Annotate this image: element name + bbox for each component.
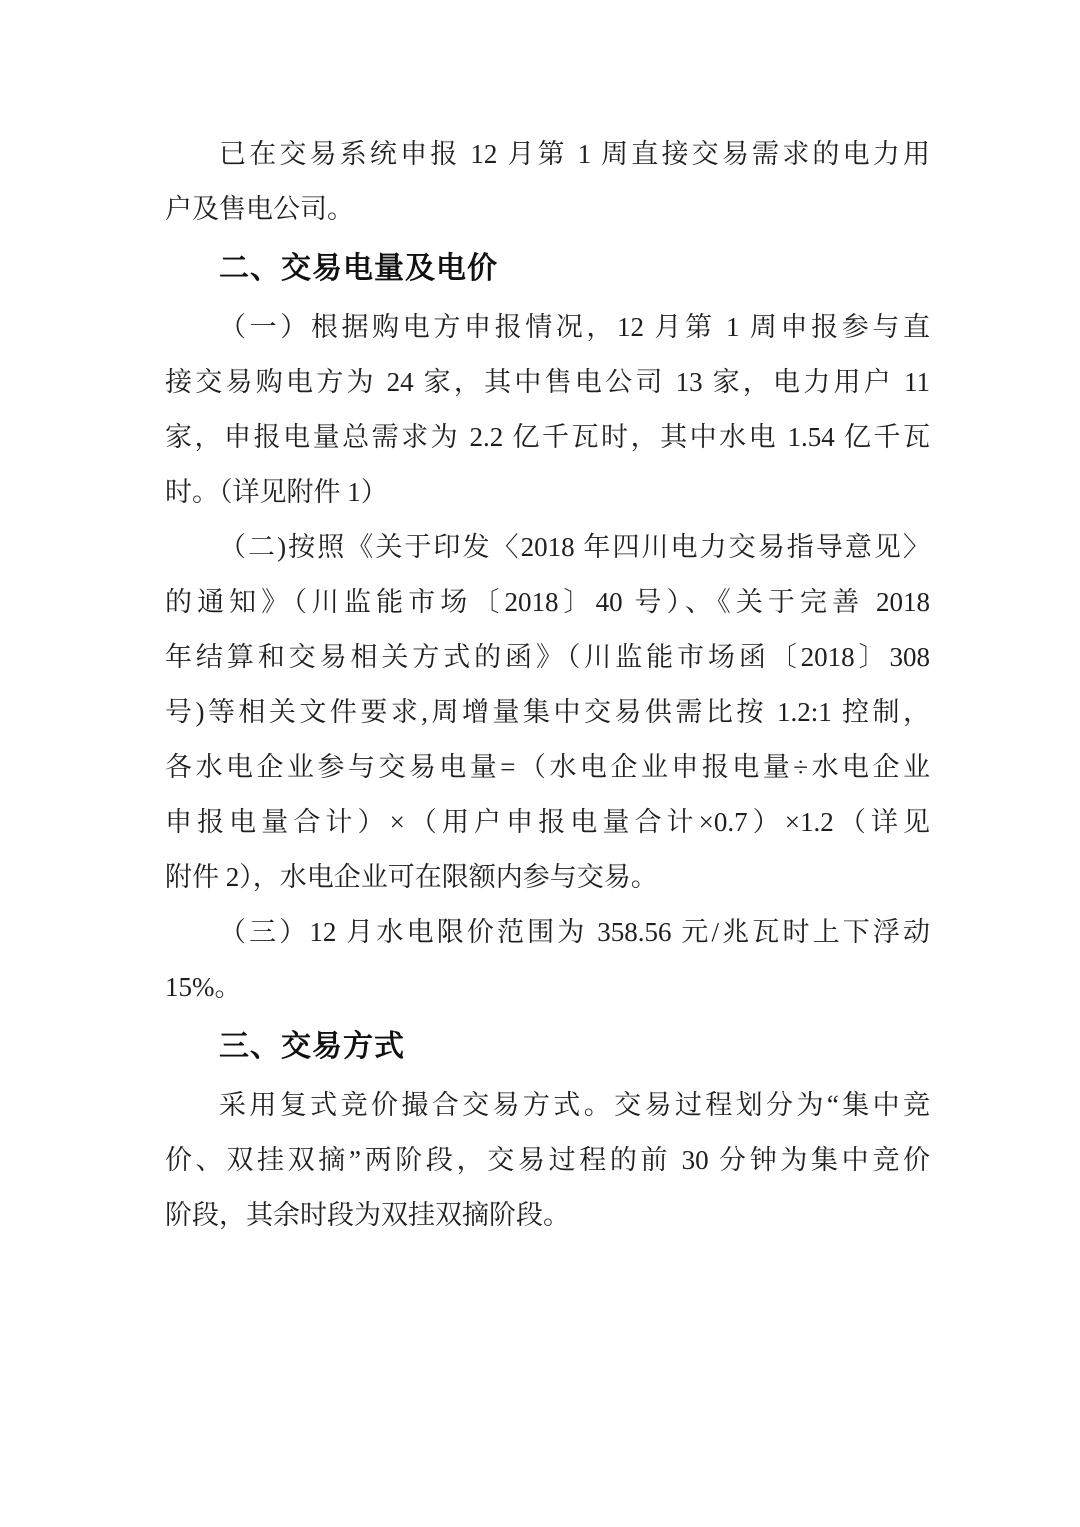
body-line: 价、双挂双摘”两阶段，交易过程的前 30 分钟为集中竞价 (165, 1145, 930, 1175)
body-line: 15%。 (165, 972, 242, 1002)
body-line: 已在交易系统申报 12 月第 1 周直接交易需求的电力用 (219, 139, 930, 169)
body-line: 年结算和交易相关方式的函》（川监能市场函〔2018〕308 (165, 642, 930, 672)
body-line: 户及售电公司。 (165, 194, 354, 224)
body-line: 各水电企业参与交易电量=（水电企业申报电量÷水电企业 (165, 752, 930, 782)
body-line: 家，申报电量总需求为 2.2 亿千瓦时，其中水电 1.54 亿千瓦 (165, 422, 930, 452)
section-heading-trade-volume-and-price: 二、交易电量及电价 (219, 252, 498, 285)
body-line: 接交易购电方为 24 家，其中售电公司 13 家，电力用户 11 (165, 367, 930, 397)
body-line: 附件 2），水电企业可在限额内参与交易。 (165, 862, 658, 892)
section-heading-trade-method: 三、交易方式 (219, 1030, 405, 1063)
body-line: 申报电量合计）×（用户申报电量合计×0.7）×1.2（详见 (165, 807, 930, 837)
body-line: （二)按照《关于印发〈2018 年四川电力交易指导意见〉 (219, 532, 930, 562)
body-line: 时。（详见附件 1） (165, 477, 388, 507)
body-line: 阶段，其余时段为双挂双摘阶段。 (165, 1200, 570, 1230)
body-line: （一）根据购电方申报情况，12 月第 1 周申报参与直 (219, 312, 930, 342)
body-line: 的通知》（川监能市场〔2018〕40 号）、《关于完善 2018 (165, 587, 930, 617)
body-line: （三）12 月水电限价范围为 358.56 元/兆瓦时上下浮动 (219, 917, 930, 947)
body-line: 号)等相关文件要求,周增量集中交易供需比按 1.2:1 控制， (165, 697, 930, 727)
body-line: 采用复式竞价撮合交易方式。交易过程划分为“集中竞 (219, 1090, 930, 1120)
